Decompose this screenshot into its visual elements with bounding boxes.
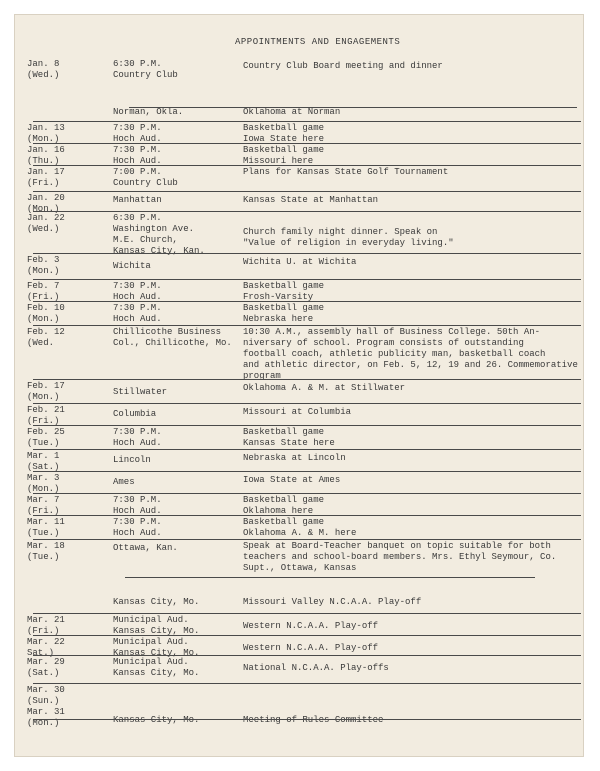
separator-line	[33, 635, 581, 636]
appointment-event: Western N.C.A.A. Play-off	[243, 621, 379, 631]
appointment-place: 7:30 P.M. Hoch Aud.	[113, 517, 162, 538]
appointment-date: Jan. 17 (Fri.)	[27, 167, 65, 188]
appointment-place: 7:30 P.M. Hoch Aud.	[113, 281, 162, 302]
appointment-place: Norman, Okla.	[113, 107, 184, 117]
appointment-date: Jan. 13 (Mon.)	[27, 123, 65, 144]
appointment-date: Mar. 11 (Tue.)	[27, 517, 65, 538]
appointment-date: Mar. 31 (Mon.)	[27, 707, 65, 728]
appointment-event: Basketball game Missouri here	[243, 145, 325, 166]
separator-line	[33, 279, 581, 280]
appointment-event: 10:30 A.M., assembly hall of Business College. 50th An- niversary of school. Program consists of outstanding football coach, athletic publicity man, basketball coach and athletic director, on Feb. 5, 12, 19 and 26. Commemorative program	[243, 327, 578, 381]
separator-line	[33, 325, 581, 326]
appointment-place: Ottawa, Kan.	[113, 543, 178, 553]
appointment-date: Jan. 8 (Wed.)	[27, 59, 60, 80]
appointment-event: Missouri Valley N.C.A.A. Play-off	[243, 597, 422, 607]
appointment-event: Basketball game Oklahoma here	[243, 495, 325, 516]
appointment-place: Ames	[113, 477, 135, 487]
appointment-date: Feb. 10 (Mon.)	[27, 303, 65, 324]
appointment-event: Basketball game Frosh-Varsity	[243, 281, 325, 302]
appointment-place: 7:00 P.M. Country Club	[113, 167, 178, 188]
separator-line	[33, 655, 581, 656]
appointment-place: Wichita	[113, 261, 151, 271]
appointment-place: Kansas City, Mo.	[113, 597, 200, 607]
separator-line	[33, 301, 581, 302]
document-page	[14, 14, 584, 757]
appointment-date: Feb. 7 (Fri.)	[27, 281, 60, 302]
appointment-place: Municipal Aud. Kansas City, Mo.	[113, 637, 200, 658]
appointment-event: Basketball game Kansas State here	[243, 427, 335, 448]
appointment-place: 6:30 P.M. Washington Ave. M.E. Church, Kansas City, Kan.	[113, 213, 205, 256]
separator-line	[33, 719, 581, 720]
appointment-place: Lincoln	[113, 455, 151, 465]
separator-line	[33, 379, 581, 380]
appointment-date: Feb. 12 (Wed.	[27, 327, 65, 348]
separator-line	[129, 107, 577, 108]
appointment-date: Mar. 22 Sat.)	[27, 637, 65, 658]
appointment-date: Feb. 17 (Mon.)	[27, 381, 65, 402]
separator-line	[33, 253, 581, 254]
appointment-place: 7:30 P.M. Hoch Aud.	[113, 427, 162, 448]
separator-line	[33, 121, 581, 122]
appointment-event: Speak at Board-Teacher banquet on topic suitable for both teachers and school-board members. Mrs. Ethyl Seymour, Co. Supt., Ottawa, Kansas	[243, 541, 557, 573]
appointment-place: 7:30 P.M. Hoch Aud.	[113, 123, 162, 144]
appointment-date: Jan. 22 (Wed.)	[27, 213, 65, 234]
appointment-place: Kansas City, Mo.	[113, 715, 200, 725]
appointment-place: Columbia	[113, 409, 157, 419]
appointment-date: Mar. 21 (Fri.)	[27, 615, 65, 636]
appointment-date: Mar. 3 (Mon.)	[27, 473, 60, 494]
appointment-place: Municipal Aud. Kansas City, Mo.	[113, 615, 200, 636]
appointment-event: Nebraska at Lincoln	[243, 453, 346, 463]
appointment-place: Manhattan	[113, 195, 162, 205]
appointment-place: 7:30 P.M. Hoch Aud.	[113, 495, 162, 516]
appointment-place: 7:30 P.M. Hoch Aud.	[113, 303, 162, 324]
appointment-date: Mar. 30 (Sun.)	[27, 685, 65, 706]
separator-line	[33, 449, 581, 450]
appointment-place: 7:30 P.M. Hoch Aud.	[113, 145, 162, 166]
appointment-event: Basketball game Nebraska here	[243, 303, 325, 324]
appointment-date: Feb. 21 (Fri.)	[27, 405, 65, 426]
appointment-event: Meeting of Rules Committee	[243, 715, 384, 725]
page-title: APPOINTMENTS AND ENGAGEMENTS	[235, 37, 401, 47]
separator-line	[33, 613, 581, 614]
separator-line	[33, 471, 581, 472]
separator-line	[33, 683, 581, 684]
appointment-place: 6:30 P.M. Country Club	[113, 59, 178, 80]
appointment-date: Mar. 1 (Sat.)	[27, 451, 60, 472]
separator-line	[33, 403, 581, 404]
appointment-event: Kansas State at Manhattan	[243, 195, 379, 205]
appointment-date: Mar. 7 (Fri.)	[27, 495, 60, 516]
appointment-place: Stillwater	[113, 387, 168, 397]
appointment-date: Mar. 18 (Tue.)	[27, 541, 65, 562]
appointment-event: Basketball game Iowa State here	[243, 123, 325, 144]
appointment-event: Basketball game Oklahoma A. & M. here	[243, 517, 357, 538]
appointment-date: Jan. 20 (Mon.)	[27, 193, 65, 214]
appointment-event: National N.C.A.A. Play-offs	[243, 663, 389, 673]
appointment-event: Plans for Kansas State Golf Tournament	[243, 167, 449, 177]
separator-line	[33, 493, 581, 494]
separator-line	[33, 165, 581, 166]
appointment-date: Mar. 29 (Sat.)	[27, 657, 65, 678]
separator-line	[33, 191, 581, 192]
appointment-event: Oklahoma at Norman	[243, 107, 341, 117]
separator-line	[33, 143, 581, 144]
appointment-place: Chillicothe Business Col., Chillicothe, Mo.	[113, 327, 232, 348]
appointment-event: Country Club Board meeting and dinner	[243, 61, 443, 71]
appointment-event: Oklahoma A. & M. at Stillwater	[243, 383, 406, 393]
appointment-event: Church family night dinner. Speak on "Value of religion in everyday living."	[243, 227, 454, 248]
appointment-event: Wichita U. at Wichita	[243, 257, 357, 267]
appointment-event: Iowa State at Ames	[243, 475, 341, 485]
appointment-date: Feb. 3 (Mon.)	[27, 255, 60, 276]
separator-line	[125, 577, 535, 578]
separator-line	[33, 515, 581, 516]
appointment-event: Western N.C.A.A. Play-off	[243, 643, 379, 653]
separator-line	[33, 211, 581, 212]
separator-line	[33, 425, 581, 426]
appointment-date: Feb. 25 (Tue.)	[27, 427, 65, 448]
appointment-date: Jan. 16 (Thu.)	[27, 145, 65, 166]
appointment-place: Municipal Aud. Kansas City, Mo.	[113, 657, 200, 678]
appointment-event: Missouri at Columbia	[243, 407, 352, 417]
separator-line	[33, 539, 581, 540]
